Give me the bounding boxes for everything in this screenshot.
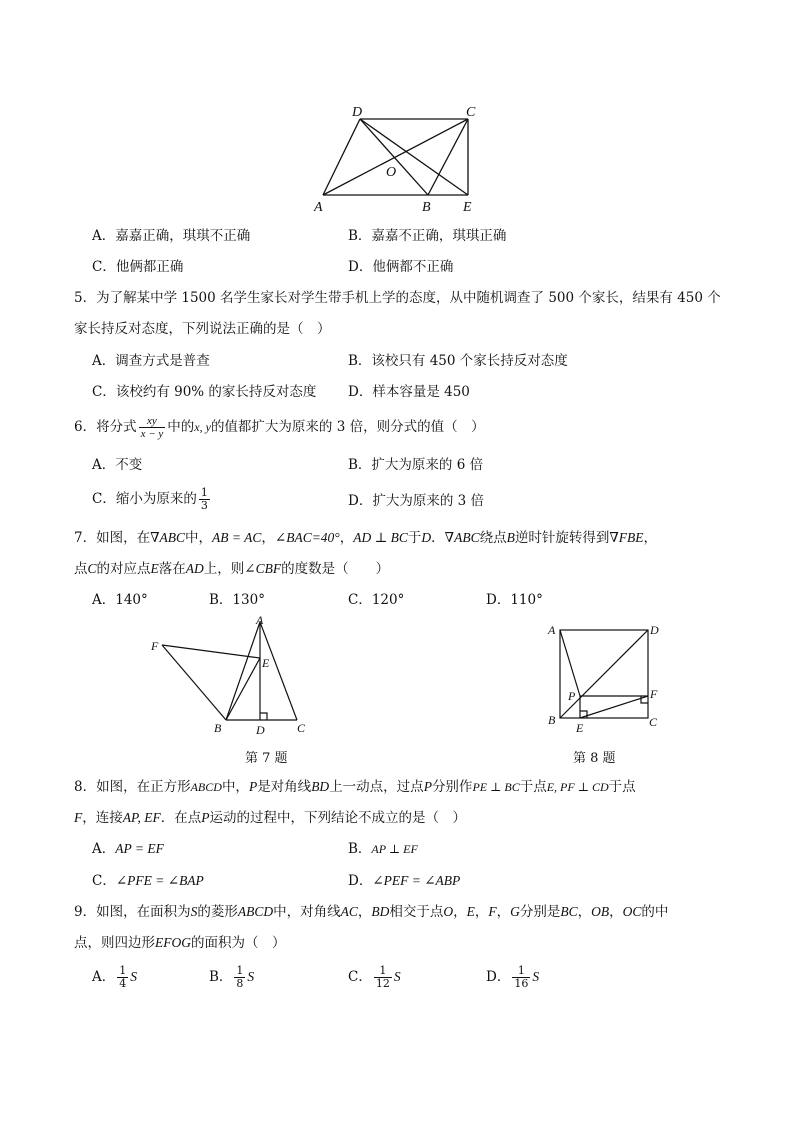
q9-stem-line-1 [74,903,668,921]
q7-s1g: ， [643,530,658,546]
q6-stem-mid: 中的 [167,419,195,435]
q9-opt-c-pre: C． [348,969,372,985]
label-e: E [463,200,472,215]
q7-s2e: 的度数是（ ） [281,561,390,577]
q8-s1f: 于点 [519,779,547,795]
q7-pe: E [150,561,159,576]
q7-cond1: AB = AC [212,530,262,545]
q8-opt-a-pre: A． [92,841,116,857]
q8-perp1: PE ⊥ BC [472,780,520,794]
q4-option-c: C．他俩都正确 [92,259,184,275]
q7-option-d: D．110° [486,592,543,608]
q4-option-d: D．他俩都不正确 [348,259,454,275]
q8-pp2: P [423,779,432,794]
q9-rh: ABCD [237,904,274,919]
q8-s2c: ．在点 [160,810,202,826]
q8-s1b: 中， [221,779,249,795]
q9-opt-d-fraction [512,965,530,990]
q6-option-c-fraction [199,487,210,512]
q7-option-a: A．140° [92,592,148,608]
q7-s2c: 落在 [158,561,186,577]
fig7-label-d: D [256,723,265,737]
q7-angle: ∠CBF [244,561,282,576]
q9-bc: BC [560,904,578,919]
q8-s1g: 于点 [608,779,636,795]
q9-opt-c-den: 12 [375,977,390,990]
q8-s1a: 8．如图，在正方形 [74,779,191,795]
fig8-label-f: F [650,687,658,701]
q7-tri1: ∇ABC [150,530,186,545]
fig8-label-b: B [548,713,556,727]
q9-e: E [466,904,475,919]
q9-s: S [190,904,198,919]
q8-pp3: P [201,810,210,825]
q7-cond3: AD ⊥ BC [353,530,408,545]
q9-opt-d-den: 16 [514,977,529,990]
q8-pbd: BD [311,779,330,794]
q7-pc: C [87,561,97,576]
fig8-ef [580,696,648,718]
q6-fraction-numerator: xy [139,415,166,428]
figure-7 [140,612,320,740]
segment-db [360,119,428,195]
q9-s1g: ， [474,904,489,920]
q9-option-c [348,960,401,994]
fig7-ac [260,622,297,720]
fig7-label-c: C [297,721,306,735]
q9-opt-d-s: S [532,969,540,984]
q9-efog: EFOG [155,935,191,950]
q5-option-c: C．该校约有 90% 的家长持反对态度 [92,384,317,400]
label-o: O [386,165,397,180]
q9-opt-c-fraction [374,965,392,990]
q8-s2a: F [74,810,83,825]
q9-opt-a-den: 4 [119,977,127,990]
q6-option-b: B．扩大为原来的 6 倍 [348,457,484,473]
q7-s1c: 于 [407,530,422,546]
fig7-fb [162,645,226,720]
q4-option-a: A．嘉嘉正确，琪琪不正确 [92,228,251,244]
segment-de [360,119,468,195]
q9-option-a [92,960,137,994]
q5-stem-line-2: 家长持反对态度，下列说法正确的是（ ） [74,321,331,337]
q9-opt-c-s: S [393,969,401,984]
q7-s2d: 上，则 [203,561,245,577]
q9-opt-a-fraction [117,965,128,990]
figure-8 [540,620,670,740]
segment-da [323,119,360,195]
q8-pts: E, PF ⊥ CD [546,780,609,794]
q8-s1d: 上一动点，过点 [329,779,424,795]
q9-s1e: 相交于点 [389,904,444,920]
q9-opt-b-s: S [247,969,255,984]
q9-opt-a-pre: A． [92,969,116,985]
figure-7-caption: 第 7 题 [245,751,288,766]
q9-opt-b-fraction [234,965,245,990]
segment-cb [428,119,468,195]
q7-tri3: ∇FBE [609,530,644,545]
fig7-be [226,658,260,720]
q6-option-c-denominator: 3 [200,499,208,512]
q6-fraction [139,415,166,440]
fig8-label-c: C [649,715,658,729]
q9-ob: OB [591,904,610,919]
q9-f: F [488,904,497,919]
q9-stem-line-2 [74,934,286,952]
q8-option-c [92,872,204,890]
q8-option-d [348,872,460,890]
fig7-label-f: F [151,639,159,653]
q9-opt-d-pre: D． [486,969,511,985]
q5-option-b: B．该校只有 450 个家长持反对态度 [348,353,568,369]
fig7-right-angle [260,713,267,720]
q8-pp: P [248,779,258,794]
q9-s1f: ， [453,904,467,920]
label-b: B [422,200,431,215]
q9-opt-d-num: 1 [512,965,530,978]
q8-opt-d-pre: D． [348,873,373,889]
q8-s1e: 分别作 [431,779,473,795]
q8-sq: ABCD [190,780,222,794]
q8-stem-line-1 [74,778,636,796]
q9-s1a: 9．如图，在面积为 [74,904,191,920]
label-c: C [466,105,476,120]
q9-s2b: 的面积为（ ） [191,935,286,951]
q7-s1d: ． [431,530,445,546]
q7-pad: AD [185,561,204,576]
q7-sep2: ， [339,530,354,546]
q9-opt-b-den: 8 [236,977,244,990]
q8-opt-c: ∠PFE = ∠BAP [115,873,204,888]
q9-s1i: 分别是 [519,904,561,920]
q7-option-c: C．120° [348,592,405,608]
fig7-label-a: A [256,613,264,627]
fig7-fe [162,645,260,658]
q7-s1e: 绕点 [479,530,507,546]
q8-option-b [348,840,418,858]
q9-o: O [443,904,454,919]
q6-option-c [92,484,212,514]
q9-option-d [486,960,539,994]
q7-s2b: 的对应点 [96,561,151,577]
q7-tri2: ∇ABC [444,530,480,545]
q6-option-c-pre: C．缩小为原来的 [92,491,197,507]
q9-bd: BD [371,904,390,919]
fig7-label-e: E [262,656,270,670]
parallelogram-figure [300,100,500,218]
q6-vars: x, y [194,420,211,434]
q9-s1h: ， [496,904,511,920]
q9-s1j: ， [577,904,592,920]
q8-opt-b: AP ⊥ EF [371,842,418,856]
q7-option-b: B．130° [209,592,265,608]
q8-opt-c-pre: C． [92,873,116,889]
q6-option-d: D．扩大为原来的 3 倍 [348,493,484,509]
q9-ac: AC [340,904,358,919]
figure-8-caption: 第 8 题 [573,751,616,766]
q9-s1l: 的中 [641,904,669,920]
q9-s1c: 中，对角线 [273,904,341,920]
q6-stem-pre: 6．将分式 [74,419,137,435]
q8-s2d: 运动的过程中，下列结论不成立的是（ ） [209,810,466,826]
q6-option-c-numerator: 1 [200,486,208,499]
q7-s1f: 逆时针旋转得到 [514,530,610,546]
q9-s1k: ， [609,904,623,920]
q8-opt-b-pre: B． [348,841,372,857]
q8-stem-line-2 [74,809,466,827]
q8-s1c: 是对角线 [257,779,312,795]
q9-opt-b-pre: B． [209,969,233,985]
q7-stem-line-2 [74,560,389,578]
q6-option-a: A．不变 [92,457,143,473]
q8-s2b: ，连接 [82,810,123,826]
fig8-label-e: E [576,721,584,735]
q8-opt-d: ∠PEF = ∠ABP [372,873,461,888]
label-a: A [314,200,323,215]
q9-g: G [510,904,520,919]
q7-s1b: 中， [185,530,213,546]
q8-opt-a: AP = EF [115,841,164,856]
fig8-label-p: P [568,689,576,703]
q7-cond2: ∠BAC=40° [274,530,340,545]
q9-opt-a-s: S [130,969,137,984]
q6-stem [74,412,485,442]
q7-s1a: 7．如图，在 [74,530,151,546]
q9-opt-c-num: 1 [374,965,392,978]
q7-pb: B [506,530,515,545]
fig8-label-d: D [650,623,659,637]
q9-opt-a-num: 1 [119,964,127,977]
label-d: D [352,105,363,120]
q9-option-b [209,960,254,994]
q5-stem-line-1: 5．为了解某中学 1500 名学生家长对学生带手机上学的态度，从中随机调查了 500 个家长，结果有 450 个 [74,290,721,306]
q5-option-d: D．样本容量是 450 [348,384,470,400]
fig8-label-a: A [548,623,556,637]
q7-stem-line-1 [74,529,657,547]
q9-oc: OC [622,904,642,919]
q9-s1b: 的菱形 [197,904,238,920]
segment-ac [323,119,468,195]
fig8-ap [560,630,580,696]
q7-pd: D [421,530,432,545]
q7-sep1: ， [261,530,275,546]
fig7-label-b: B [214,721,222,735]
fig7-ab [226,622,260,720]
q8-option-a [92,840,164,858]
q7-s2a: 点 [74,561,88,577]
q6-stem-post: 的值都扩大为原来的 3 倍，则分式的值（ ） [210,419,485,435]
q9-s2a: 点，则四边形 [74,935,155,951]
q4-option-b: B．嘉嘉不正确，琪琪正确 [348,228,507,244]
q8-seg: AP, EF [122,810,161,825]
q5-option-a: A．调查方式是普查 [92,353,210,369]
q9-opt-b-num: 1 [236,964,244,977]
q6-fraction-denominator: x − y [140,428,164,440]
q9-s1d: ， [357,904,372,920]
